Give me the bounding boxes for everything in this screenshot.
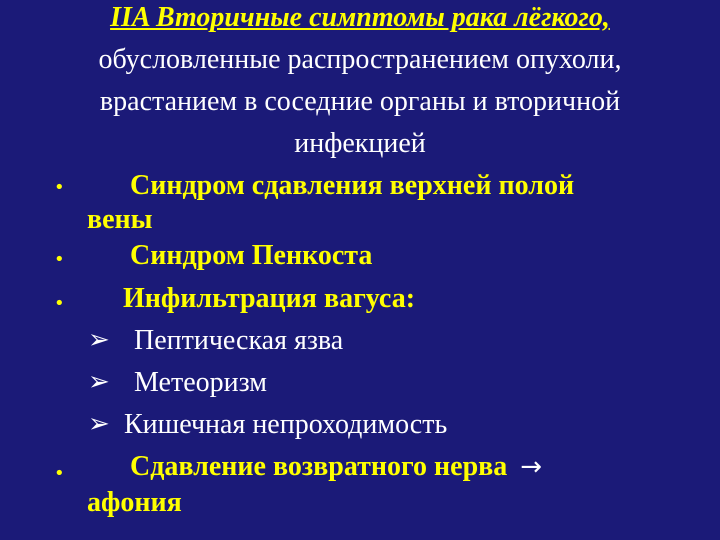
arrow-bullet-icon: ➢ [88,367,110,397]
bullet-icon: • [54,463,65,484]
bullet-2-text: Синдром Пенкоста [130,240,373,271]
subitem-1: Пептическая язва [134,325,344,356]
bullet-1-text: Синдром сдавления верхней полой [130,170,575,201]
title-line-2: обусловленные распространением опухоли, [98,44,622,75]
bullet-icon: • [54,293,65,314]
title-line-4: инфекцией [294,128,426,159]
bullet-4-label: Сдавление возвратного нерва [130,451,508,482]
right-arrow-icon: → [520,452,543,482]
bullet-4-continuation: афония [87,487,182,518]
arrow-bullet-icon: ➢ [88,409,110,439]
bullet-icon: • [54,249,65,270]
title-emphasis: IIA Вторичные симптомы рака лёгкого, [110,2,610,33]
bullet-4-text [130,451,542,483]
subitem-2: Метеоризм [134,367,267,398]
bullet-1-continuation: вены [87,204,153,235]
subitem-3: Кишечная непроходимость [124,409,448,440]
bullet-3-text: Инфильтрация вагуса: [123,283,416,314]
title-line-3: врастанием в соседние органы и вторичной [99,86,621,117]
slide-title [0,2,720,34]
arrow-bullet-icon: ➢ [88,325,110,355]
bullet-icon: • [54,177,65,198]
